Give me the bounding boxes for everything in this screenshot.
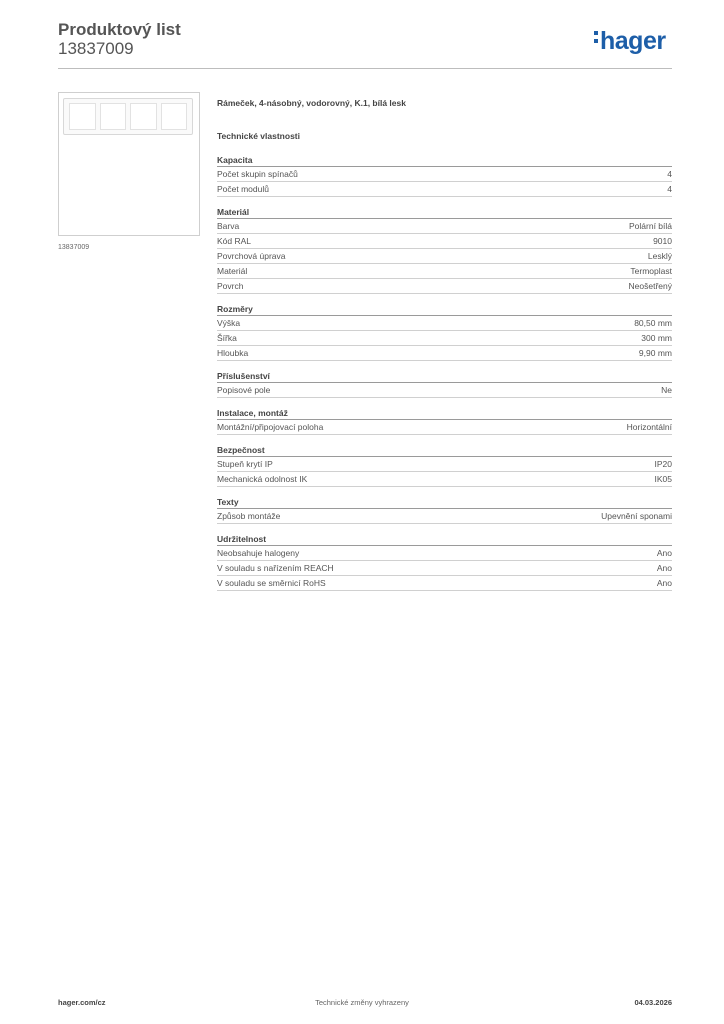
spec-row (217, 264, 672, 279)
product-number: 13837009 (58, 39, 134, 58)
spec-value: 9010 (653, 236, 672, 246)
spec-row (217, 472, 672, 487)
spec-value: IK05 (654, 474, 672, 484)
spec-label: V souladu se směrnicí RoHS (217, 578, 326, 588)
spec-section (217, 533, 672, 591)
spec-label: Povrch (217, 281, 244, 291)
spec-label: V souladu s nařízením REACH (217, 563, 334, 573)
spec-row (217, 457, 672, 472)
footer-disclaimer: Technické změny vyhrazeny (315, 998, 409, 1007)
spec-value: 4 (667, 169, 672, 179)
frame-slot (161, 103, 188, 130)
spec-value: 80,50 mm (634, 318, 672, 328)
spec-value: Lesklý (647, 251, 672, 261)
spec-label: Barva (217, 221, 240, 231)
section-title: Texty (217, 496, 672, 509)
logo-colon-icon (594, 27, 600, 47)
spec-value: Upevnění sponami (601, 511, 672, 521)
footer-date: 04.03.2026 (634, 998, 672, 1007)
spec-label: Neobsahuje halogeny (217, 548, 300, 558)
spec-label: Materiál (217, 266, 248, 276)
spec-row (217, 316, 672, 331)
spec-row (217, 561, 672, 576)
spec-section (217, 206, 672, 294)
spec-label: Hloubka (217, 348, 249, 358)
product-image (58, 92, 200, 236)
spec-row (217, 509, 672, 524)
spec-value: Ne (661, 385, 672, 395)
hager-logo[interactable] (594, 26, 666, 56)
product-image-caption: 13837009 (58, 244, 90, 251)
spec-row (217, 167, 672, 182)
spec-value: Termoplast (630, 266, 672, 276)
section-title: Instalace, montáž (217, 407, 672, 420)
spec-value: 300 mm (641, 333, 672, 343)
spec-value: Polární bílá (629, 221, 672, 231)
spec-row (217, 234, 672, 249)
spec-row (217, 576, 672, 591)
spec-value: Neošetřený (628, 281, 672, 291)
spec-value: Ano (656, 578, 672, 588)
spec-value: Ano (656, 548, 672, 558)
spec-content (217, 96, 672, 600)
spec-section (217, 154, 672, 197)
spec-label: Povrchová úprava (217, 251, 286, 261)
tech-properties-heading: Technické vlastnosti (217, 131, 300, 141)
spec-value: IP20 (654, 459, 672, 469)
spec-row (217, 279, 672, 294)
spec-row (217, 420, 672, 435)
spec-label: Výška (217, 318, 241, 328)
frame-slot (130, 103, 157, 130)
spec-section (217, 496, 672, 524)
spec-label: Počet skupin spínačů (217, 169, 298, 179)
spec-section (217, 303, 672, 361)
spec-row (217, 546, 672, 561)
spec-row (217, 331, 672, 346)
section-title: Příslušenství (217, 370, 672, 383)
spec-label: Šířka (217, 333, 237, 343)
section-title: Kapacita (217, 154, 672, 167)
spec-value: Ano (656, 563, 672, 573)
section-title: Bezpečnost (217, 444, 672, 457)
spec-label: Montážní/připojovací poloha (217, 422, 324, 432)
section-title: Materiál (217, 206, 672, 219)
spec-label: Mechanická odolnost IK (217, 474, 308, 484)
footer-website-link[interactable]: hager.com/cz (58, 998, 106, 1007)
frame-slot (69, 103, 96, 130)
frame-slot (100, 103, 127, 130)
spec-section (217, 407, 672, 435)
spec-section (217, 444, 672, 487)
page-title: Produktový list (58, 20, 181, 39)
spec-value: Horizontální (626, 422, 672, 432)
spec-label: Kód RAL (217, 236, 252, 246)
header-divider (58, 68, 672, 69)
frame-illustration-icon (63, 98, 193, 135)
spec-label: Stupeň krytí IP (217, 459, 273, 469)
spec-label: Popisové pole (217, 385, 271, 395)
section-title: Rozměry (217, 303, 672, 316)
logo-text: hager (600, 27, 666, 55)
spec-row (217, 182, 672, 197)
spec-value: 4 (667, 184, 672, 194)
product-name: Rámeček, 4-násobný, vodorovný, K.1, bílá lesk (217, 98, 406, 108)
spec-row (217, 346, 672, 361)
spec-label: Počet modulů (217, 184, 269, 194)
spec-row (217, 219, 672, 234)
spec-section (217, 370, 672, 398)
spec-label: Způsob montáže (217, 511, 281, 521)
spec-value: 9,90 mm (638, 348, 672, 358)
spec-row (217, 249, 672, 264)
spec-row (217, 383, 672, 398)
spec-sections (217, 154, 672, 591)
section-title: Udržitelnost (217, 533, 672, 546)
